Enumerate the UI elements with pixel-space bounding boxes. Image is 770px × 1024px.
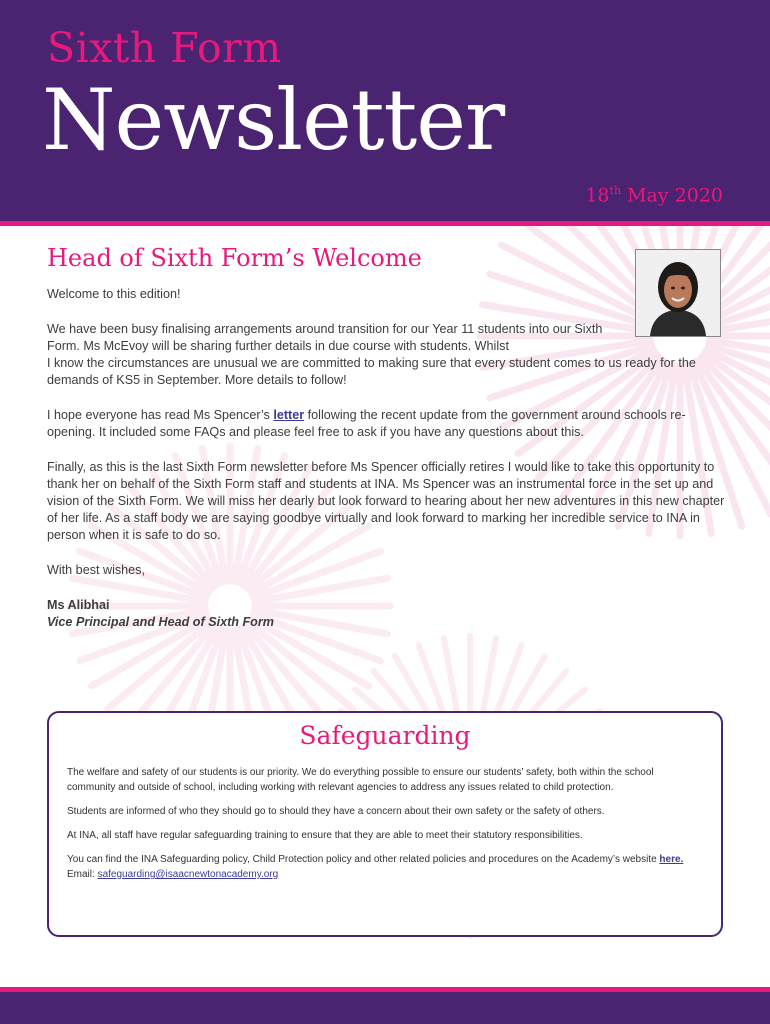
masthead-banner [0,0,770,221]
issue-date [585,184,723,206]
welcome-heading: Head of Sixth Form’s Welcome [47,244,422,272]
issue-date-day: 18 [585,184,610,207]
welcome-paragraph-4: Finally, as this is the last Sixth Form newsletter before Ms Spencer officially retires I would like to take this opportunity to thank her on behalf of the Sixth Form staff and students at INA. Ms Spencer was an instrumental force in the set up and vision of the Sixth Form. We will miss her dearly but look forward to hearing about her new adventures in this new chapter of her life. As a staff body we are saying goodbye virtually and look forward to marking her incredible service to INA in person when it is safe to do so. [47,460,725,542]
safeguarding-email-link[interactable]: safeguarding@isaacnewtonacademy.org [97,869,279,880]
closing-line: With best wishes, [47,563,145,577]
issue-date-suffix: th [609,184,622,197]
paragraph-3-text-start: I hope everyone has read Ms Spencer’s [47,408,274,422]
welcome-paragraph-3 [47,407,727,441]
safeguarding-heading: Safeguarding [299,721,471,750]
welcome-paragraph-2a: We have been busy finalising arrangements around transition for our Year 11 students into our Sixth Form. Ms McEvoy will be sharing further details in due course with students. Whilst [47,322,603,353]
safeguarding-paragraph-4-text: You can find the INA Safeguarding policy, Child Protection policy and other related policies and procedures on the Academy’s website [67,854,660,865]
safeguarding-panel [47,711,723,937]
safeguarding-paragraph-1: The welfare and safety of our students is our priority. We do everything possible to ensure our students’ safety, both within the school community and outside of school, including working with relevant agencies to address any issues related to child protection. [67,767,654,793]
safeguarding-policies-link[interactable]: here. [659,854,684,865]
email-label: Email: [67,869,98,880]
footer-banner [0,992,770,1024]
safeguarding-paragraph-4 [67,852,693,882]
signature-name: Ms Alibhai [47,598,110,612]
newsletter-title: Newsletter [42,71,505,169]
signature-role: Vice Principal and Head of Sixth Form [47,615,274,629]
safeguarding-paragraph-3: At INA, all staff have regular safeguarding training to ensure that they are able to meet their statutory responsibilities. [67,830,583,841]
spencer-letter-link[interactable]: letter [273,408,305,422]
welcome-paragraph-2b: I know the circumstances are unusual we are committed to making sure that every student comes to us ready for the demands of KS5 in September. More details to follow! [47,356,696,387]
newsletter-kicker: Sixth Form [47,24,282,72]
issue-date-rest: May 2020 [621,184,723,207]
safeguarding-paragraph-2: Students are informed of who they should go to should they have a concern about their own safety or the safety of others. [67,806,605,817]
paragraph-3-text-end: following the recent update from the government around schools re-opening. It included some FAQs and please feel free to ask if you have any questions about this. [47,408,686,439]
welcome-body [47,286,727,631]
welcome-paragraph-1: Welcome to this edition! [47,287,181,301]
safeguarding-body [67,765,693,891]
